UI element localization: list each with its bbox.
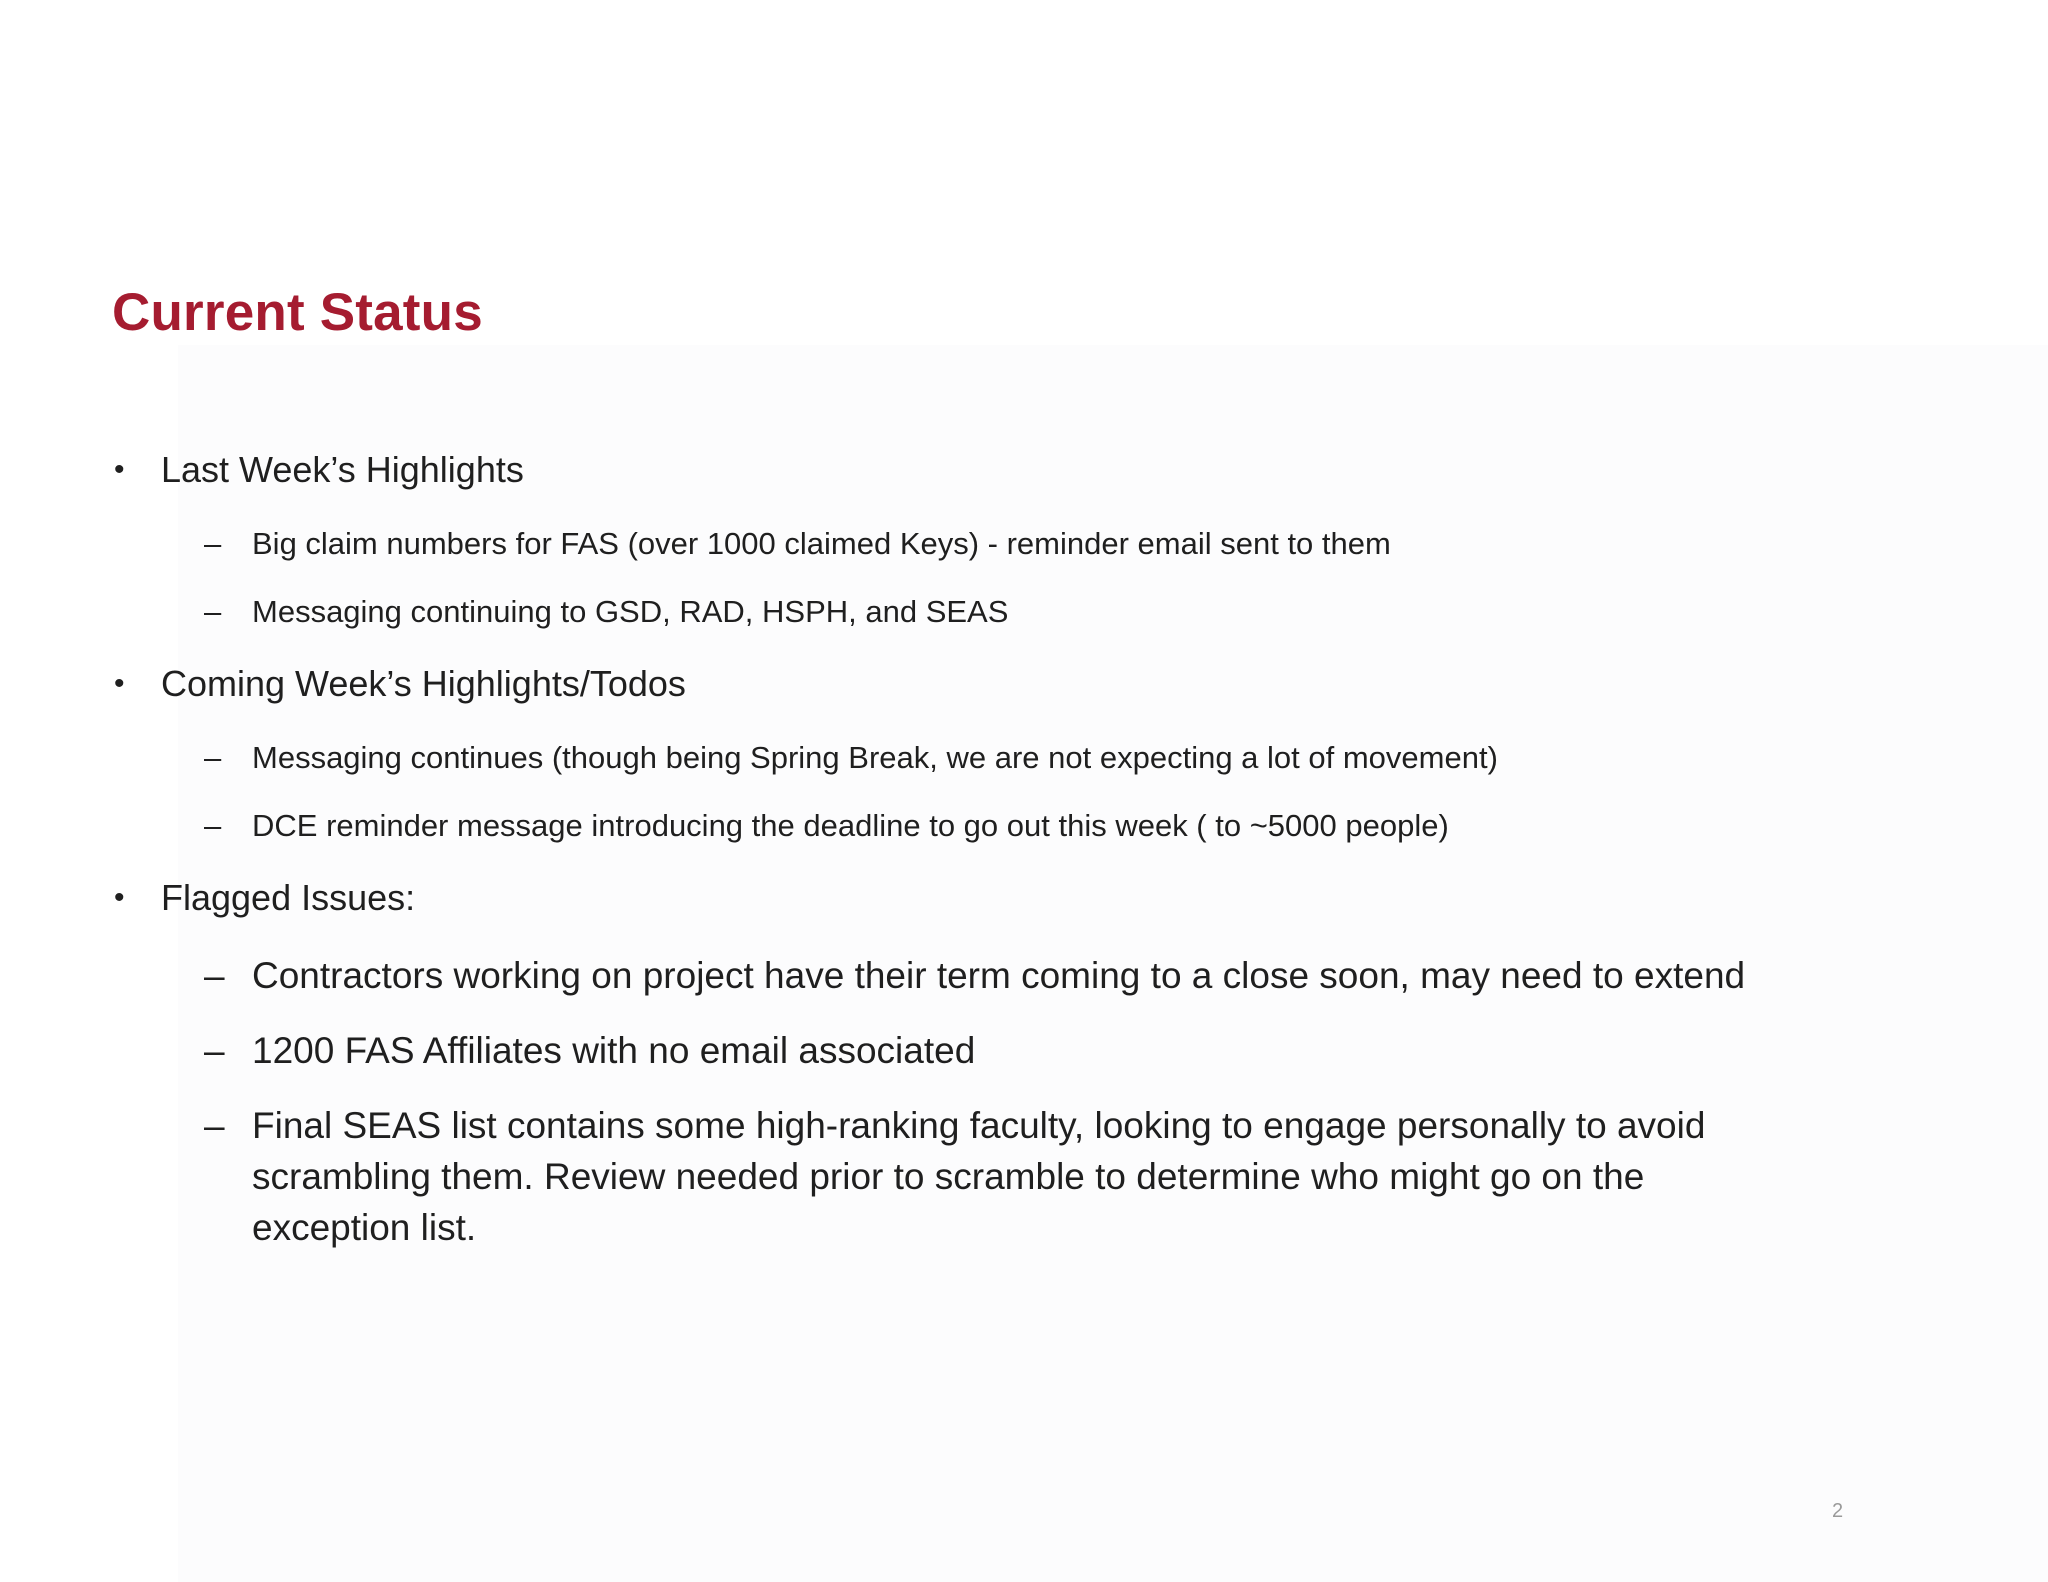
section-heading-last-week: [112, 440, 1762, 500]
list-item: [112, 1025, 1762, 1076]
list-item: [112, 1100, 1762, 1253]
bullet-marker: •: [114, 881, 125, 914]
list-item: [112, 590, 1762, 634]
list-item-text: 1200 FAS Affiliates with no email associated: [252, 1030, 976, 1071]
section-heading-text: Coming Week’s Highlights/Todos: [161, 663, 686, 704]
list-item: [112, 804, 1762, 848]
section-heading-flagged-issues: [112, 868, 1762, 928]
list-item: [112, 736, 1762, 780]
list-item-text: Messaging continuing to GSD, RAD, HSPH, and SEAS: [252, 594, 1009, 629]
page-number: 2: [1832, 1500, 1844, 1522]
section-heading-text: Flagged Issues:: [161, 877, 416, 918]
dash-marker: –: [204, 955, 225, 996]
dash-marker: –: [204, 808, 222, 843]
list-item: [112, 522, 1762, 566]
list-item-text: DCE reminder message introducing the deadline to go out this week ( to ~5000 people): [252, 808, 1449, 843]
dash-marker: –: [204, 526, 222, 561]
section-heading-coming-week: [112, 654, 1762, 714]
dash-marker: –: [204, 1105, 225, 1146]
dash-marker: –: [204, 594, 222, 629]
list-item-text: Contractors working on project have their term coming to a close soon, may need to extend: [252, 955, 1746, 996]
bullet-marker: •: [114, 667, 125, 700]
slide-body: [112, 440, 1762, 1253]
list-item: [112, 950, 1762, 1001]
list-item-text: Final SEAS list contains some high-ranking faculty, looking to engage personally to avoid scrambling them. Review needed prior to scramble to determine who might go on the exception list.: [252, 1105, 1706, 1248]
slide-title: Current Status: [112, 283, 483, 342]
list-item-text: Messaging continues (though being Spring Break, we are not expecting a lot of movement): [252, 740, 1498, 775]
dash-marker: –: [204, 1030, 225, 1071]
dash-marker: –: [204, 740, 222, 775]
section-heading-text: Last Week’s Highlights: [161, 449, 524, 490]
bullet-marker: •: [114, 453, 125, 486]
list-item-text: Big claim numbers for FAS (over 1000 claimed Keys) - reminder email sent to them: [252, 526, 1391, 561]
